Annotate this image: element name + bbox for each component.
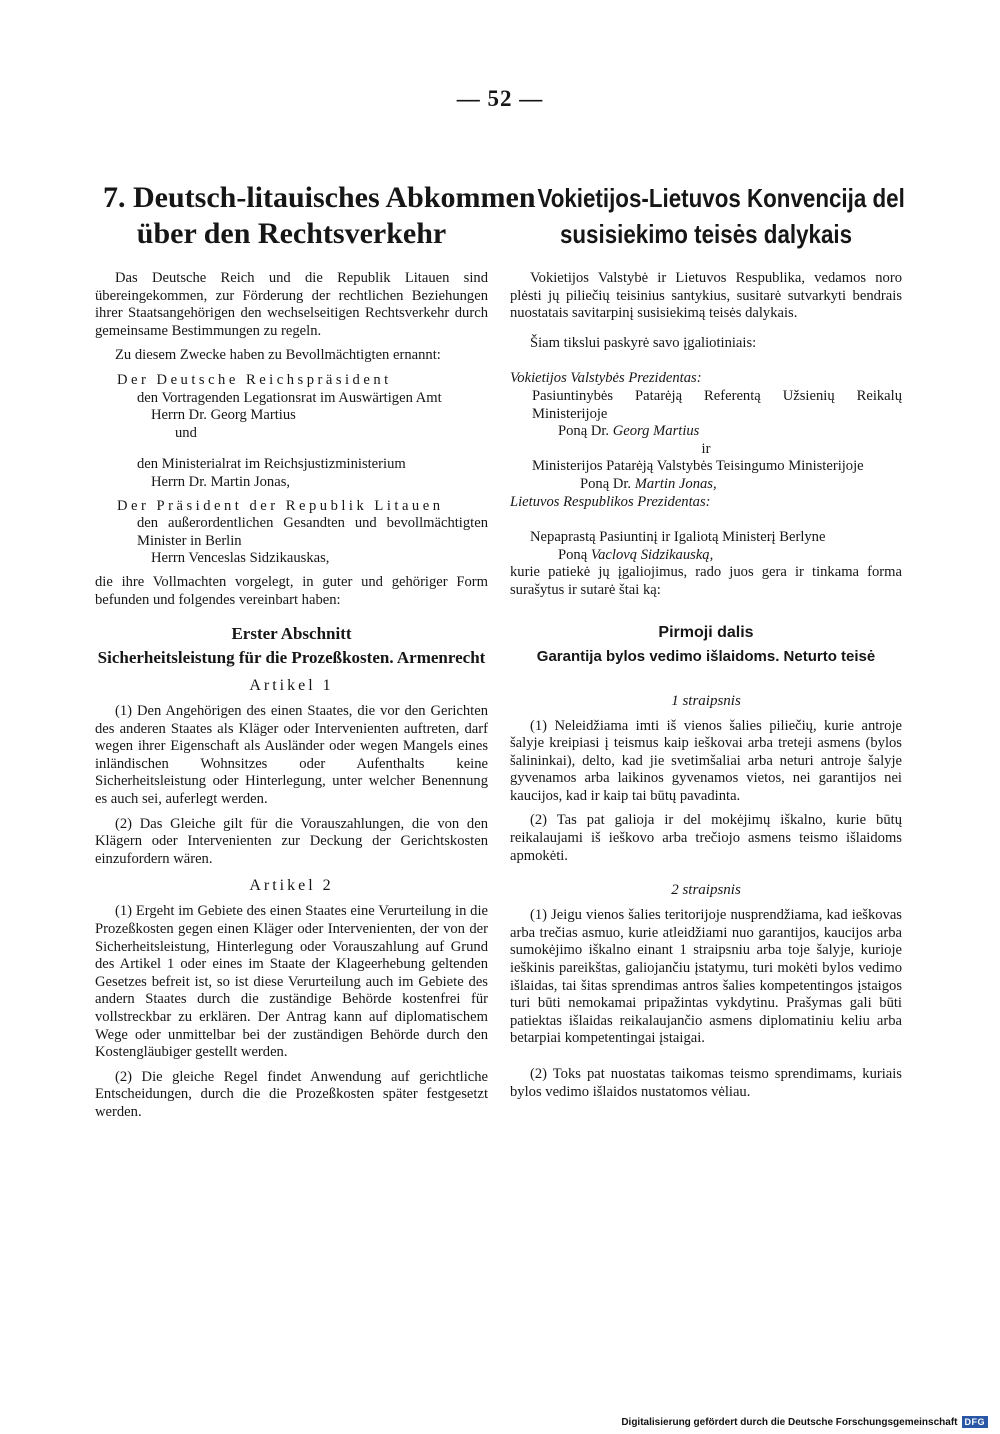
german-article1-p2: (2) Das Gleiche gilt für die Vorauszahlungen, die von den Klägern oder Intervenienten zur Deckung der Gerichtskosten einzufordern wären.	[95, 815, 488, 867]
lithuanian-closing: kurie patiekė jų įgaliojimus, rado juos gera ir tinkama forma surašytus ir sutarė štai ką:	[510, 564, 902, 598]
german-section-title: Erster Abschnitt	[231, 624, 352, 644]
lithuanian-article2-p2: (2) Toks pat nuostatas taikomas teismo sprendimams, kuriais bylos vedimo išlaidos nustatomos vėliau.	[510, 1066, 902, 1100]
lithuanian-party1-line1: Pasiuntinybės Patarėją Referentą Užsienių Reikalų Ministerijoje	[532, 387, 902, 422]
lithuanian-party1-name2	[510, 476, 902, 494]
lithuanian-article1-p2: (2) Tas pat galioja ir del mokėjimų iškalno, kurie būtų reikalaujami iš ieškovo arba trečiojo asmens teismo išlaidoms apmokėti.	[510, 812, 902, 864]
lithuanian-party1-name1-name: Georg Martius	[612, 423, 700, 440]
lithuanian-party1-name1-prefix: Poną Dr.	[558, 423, 613, 440]
german-title-line2: über den Rechtsverkehr	[136, 217, 447, 250]
german-article1-p1: (1) Den Angehörigen des einen Staates, die vor den Gerichten des anderen Staates als Kläger oder Intervenienten auftreten, darf wegen ihrer Eigenschaft als Ausländer oder wegen Mangels eines inländischen Wohnsitzes oder Aufenthalts keine Sicherheitsleistung oder Hinterlegung, unter welcher Benennung es auch sei, auferlegt werden.	[95, 703, 488, 808]
german-party2	[95, 498, 488, 568]
german-title-line1: 7. Deutsch-litauisches Abkommen	[103, 181, 536, 214]
german-purpose: Zu diesem Zwecke haben zu Bevollmächtigten ernannt:	[115, 347, 441, 364]
lithuanian-party2-line1: Nepaprastą Pasiuntinį ir Igaliotą Ministerį Berlyne	[530, 529, 826, 546]
lithuanian-section-subtitle: Garantija bylos vedimo išlaidoms. Neturto teisė	[536, 647, 876, 665]
german-column	[95, 180, 536, 1129]
german-party1	[95, 372, 488, 492]
german-preamble: Das Deutsche Reich und die Republik Litauen sind übereingekommen, zur Förderung der rechtlichen Beziehungen ihrer Staatsangehörigen den wechselseitigen Rechtsverkehr durch gemeinsame Bestimmungen zu regeln.	[95, 270, 488, 339]
german-title	[95, 180, 536, 252]
lithuanian-party1-name1	[510, 423, 902, 441]
german-party1-line1: den Vortragenden Legationsrat im Auswärtigen Amt	[137, 389, 442, 406]
lithuanian-party2-name-prefix: Poną	[558, 546, 591, 563]
german-party2-line1: den außerordentlichen Gesandten und bevollmächtigten Minister in Berlin	[137, 515, 488, 549]
german-party1-head: Der Deutsche Reichspräsident	[117, 371, 392, 388]
lithuanian-preamble: Vokietijos Valstybė ir Lietuvos Respublika, vedamos noro plėsti jų piliečių teisinius santykius, susitarė sutvarkyti bendrais nuostatais savitarpinį susisiekimą teisės dalykais.	[510, 270, 902, 322]
german-party1-und: und	[175, 424, 197, 441]
lithuanian-article2-title: 2 straipsnis	[671, 882, 741, 899]
german-article1-title: Artikel 1	[249, 677, 334, 695]
lithuanian-title-line1: Vokietijos-Lietuvos Konvencija del	[537, 183, 905, 213]
lithuanian-party1-name2-prefix: Poną Dr.	[580, 475, 635, 492]
page-number: — 52 —	[456, 86, 544, 111]
german-party1-line2: den Ministerialrat im Reichsjustizministerium	[137, 456, 406, 473]
lithuanian-title	[537, 180, 905, 252]
lithuanian-article1-p1: (1) Neleidžiama imti iš vienos šalies piliečių, kurie antroje šalyje kreipiasi į teismus kaip ieškovai arba treteji asmens (bylos šalininkai), delto, kad jie svetimšaliai arba neturi antroje šalyje gyvenamos arba laikinos gyvenamos vietos, nei garantijos nei kaucijos, kad ir kaip tai būtų pavadinta.	[510, 717, 902, 804]
lithuanian-article2-p1: (1) Jeigu vienos šalies teritorijoje nusprendžiama, kad ieškovas arba trečias asmuo, kurie atleidžiami nuo garantijos, kaucijos arba sumokėjimo iškalno einant 1 straipsniu arba toje šalyje, kurioje ieškinis pareikštas, galiojančiu įstatymu, turi mokėti bylos vedimo išlaidas, tai šitas sprendimas antros šalies kompetentingos įstaigos turi būti nemokamai pripažintas vykdytinu. Prašymas gali būti patiektas išlaidas reikalaujančio asmens diplomatiniu keliu arba betarpiai kompetentingai įstaigai.	[510, 907, 902, 1047]
lithuanian-party2-name-name: Vaclovą Sidzikauską,	[590, 546, 714, 563]
lithuanian-article1-title: 1 straipsnis	[671, 692, 741, 709]
lithuanian-column	[510, 180, 905, 1108]
german-party1-name2: Herrn Dr. Martin Jonas,	[151, 473, 291, 490]
lithuanian-purpose: Šiam tikslui paskyrė savo įgaliotiniais:	[530, 334, 757, 351]
lithuanian-party2-name	[510, 547, 902, 565]
lithuanian-party1-ir: ir	[701, 440, 711, 457]
lithuanian-party1-line2: Ministerijos Patarėją Valstybės Teisingumo Ministerijoje	[532, 458, 864, 475]
german-article2-title: Artikel 2	[249, 877, 334, 895]
german-party2-head: Der Präsident der Republik Litauen	[117, 497, 444, 514]
lithuanian-party1-name2-name: Martin Jonas,	[634, 475, 717, 492]
lithuanian-party1-head: Vokietijos Valstybės Prezidentas:	[510, 370, 702, 387]
dfg-logo-icon: DFG	[962, 1416, 989, 1428]
german-party1-name1: Herrn Dr. Georg Martius	[151, 407, 296, 424]
lithuanian-section-title: Pirmoji dalis	[658, 623, 754, 641]
german-party2-name: Herrn Venceslas Sidzikauskas,	[151, 550, 330, 567]
lithuanian-party2-head: Lietuvos Respublikos Prezidentas:	[510, 493, 711, 510]
german-article2-p1: (1) Ergeht im Gebiete des einen Staates eine Verurteilung in die Prozeßkosten gegen einen Kläger oder Intervenienten, der von der Sicherheitsleistung, Hinterlegung oder Vorauszahlung auf Grund des Artikel 1 oder eines im Staate der Klageerhebung geltenden Gesetzes befreit ist, so ist diese Verurteilung auch im Gebiete des andern Staates durch die zuständige Behörde kostenfrei für vollstreckbar zu erklären. Der Antrag kann auf diplomatischem Wege oder unmittelbar bei der zuständigen Behörde durch den Kostengläubiger gestellt werden.	[95, 903, 488, 1061]
footer-text: Digitalisierung gefördert durch die Deutsche Forschungsgemeinschaft	[621, 1416, 958, 1428]
german-section-subtitle: Sicherheitsleistung für die Prozeßkosten. Armenrecht	[97, 648, 486, 668]
german-article2-p2: (2) Die gleiche Regel findet Anwendung auf gerichtliche Entscheidungen, durch die die Prozeßkosten später festgesetzt werden.	[95, 1068, 488, 1120]
footer-credit	[621, 1416, 988, 1428]
lithuanian-title-line2: susisiekimo teisės dalykais	[559, 219, 853, 249]
german-closing: die ihre Vollmachten vorgelegt, in guter und gehöriger Form befunden und folgendes vereinbart haben:	[95, 573, 488, 608]
